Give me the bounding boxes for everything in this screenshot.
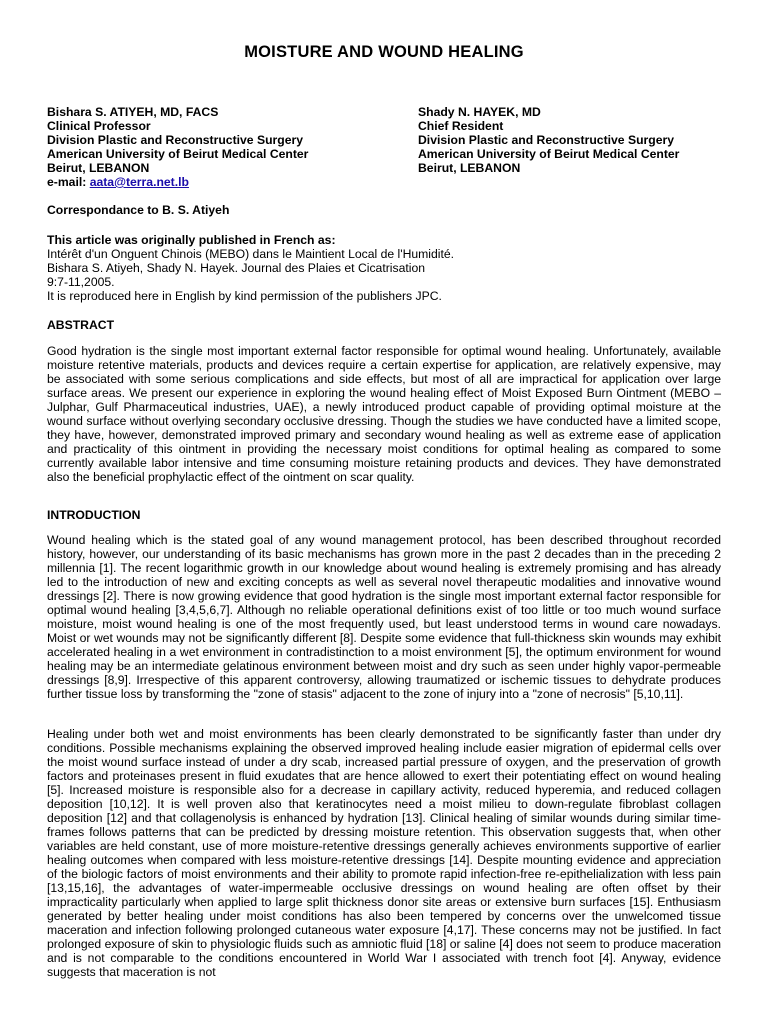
abstract-heading: ABSTRACT (47, 318, 115, 332)
author-location: Beirut, LEBANON (418, 161, 521, 175)
email-label: e-mail: (47, 175, 87, 189)
document-title: MOISTURE AND WOUND HEALING (244, 43, 524, 61)
author-institution: American University of Beirut Medical Center (47, 147, 309, 161)
email-link[interactable]: aata@terra.net.lb (89, 175, 189, 189)
author-position: Clinical Professor (47, 119, 151, 133)
author-division: Division Plastic and Reconstructive Surgery (47, 133, 304, 147)
author-location: Beirut, LEBANON (47, 161, 150, 175)
author-division: Division Plastic and Reconstructive Surgery (418, 133, 675, 147)
author-1 (47, 105, 308, 189)
publication-note (47, 233, 721, 303)
author-email-line (47, 175, 308, 189)
abstract-text: Good hydration is the single most important external factor responsible for optimal wound healing. Unfortunately, available moisture retentive materials, products and devices require a certain expertise for application, are relatively expensive, may be associated with some serious complications and side effects, but most of all are impractical for application over large surface areas. We present our experience in exploring the wound healing effect of Moist Exposed Burn Ointment (MEBO – Julphar, Gulf Pharmaceutical industries, UAE), a newly introduced product capable of providing optimal moisture at the wound surface without overlying secondary occlusive dressing. Though the studies we have conducted have a limited scope, they have, however, demonstrated improved primary and secondary wound healing as well as extreme ease of application and practicality of this ointment in providing the necessary moist conditions for optimal healing as compared to some currently available labor intensive and time consuming moisture retaining products and devices. They have demonstrated also the beneficial prophylactic effect of the ointment on scar quality. (47, 344, 721, 484)
publication-line: Intérêt d'un Onguent Chinois (MEBO) dans le Maintient Local de l'Humidité. (47, 247, 455, 261)
publication-line: It is reproduced here in English by kind permission of the publishers JPC. (47, 289, 442, 303)
introduction-paragraph-2: Healing under both wet and moist environments has been clearly demonstrated to be significantly faster than under dry conditions. Possible mechanisms explaining the observed improved healing include easier migration of epidermal cells over the moist wound surface instead of under a dry scab, increased partial pressure of oxygen, and the preservation of growth factors and proteinases present in fluid exudates that are hence allowed to exert their potentiating effect on wound healing [5]. Increased moisture is responsible also for a decrease in capillary activity, reduced hyperemia, and reduced collagen deposition [10,12]. It is well proven also that keratinocytes need a moist milieu to down-regulate fibroblast collagen deposition [12] and that collagenolysis is enhanced by hydration [13]. Clinical healing of similar wounds during similar time-frames follows patterns that can be predicted by dressing moisture retention. This observation suggests that, when other variables are held constant, use of more moisture-retentive dressings generally achieves environments supportive of earlier healing outcomes when compared with less moisture-retentive dressings [14]. Despite mounting evidence and appreciation of the biologic factors of moist environments and their ability to promote rapid infection-free re-epithelialization with less pain [13,15,16], the advantages of water-impermeable occlusive dressings on wound healing are often offset by their impracticality particularly when applied to large split thickness donor site areas or extensive burn surfaces [15]. Enthusiasm generated by better healing under moist conditions has also been tempered by concerns over the unwelcomed tissue maceration and infection following prolonged cutaneous water exposure [4,17]. These concerns may not be justified. In fact prolonged exposure of skin to physiologic fluids such as amniotic fluid [18] or saline [4] does not seem to produce maceration and is not comparable to the conditions encountered in World War I associated with trench foot [4]. Anyway, evidence suggests that maceration is not (47, 727, 721, 979)
author-name: Shady N. HAYEK, MD (418, 105, 541, 119)
author-institution: American University of Beirut Medical Center (418, 147, 680, 161)
publication-line: Bishara S. Atiyeh, Shady N. Hayek. Journal des Plaies et Cicatrisation (47, 261, 425, 275)
publication-line: 9:7-11,2005. (47, 275, 115, 289)
introduction-paragraph-1: Wound healing which is the stated goal of any wound management protocol, has been described throughout recorded history, however, our understanding of its basic mechanisms has grown more in the past 2 decades than in the preceding 2 millennia [1]. The recent logarithmic growth in our knowledge about wound healing is extremely promising and has already led to the introduction of new and exciting concepts as well as several novel therapeutic modalities and innovative wound dressings [2]. There is now growing evidence that good hydration is the single most important external factor responsible for optimal wound healing [3,4,5,6,7]. Although no reliable operational definitions exist of too little or too much wound surface moisture, moist wound healing is one of the most frequently used, but least understood terms in wound care nowadays. Moist or wet wounds may not be significantly different [8]. Despite some evidence that full-thickness skin wounds may exhibit accelerated healing in a wet environment in contradistinction to a moist environment [5], the optimum environment for wound healing may be an intermediate gelatinous environment between moist and dry such as seen under highly vapor-permeable dressings [8,9]. Irrespective of this apparent controversy, allowing traumatized or ischemic tissues to dehydrate produces further tissue loss by transforming the "zone of stasis" adjacent to the zone of injury into a "zone of necrosis" [5,10,11]. (47, 533, 721, 701)
correspondence-note: Correspondance to B. S. Atiyeh (47, 203, 230, 217)
author-name: Bishara S. ATIYEH, MD, FACS (47, 105, 219, 119)
publication-heading: This article was originally published in French as: (47, 233, 336, 247)
introduction-heading: INTRODUCTION (47, 508, 141, 522)
author-2 (418, 105, 679, 175)
author-position: Chief Resident (418, 119, 504, 133)
